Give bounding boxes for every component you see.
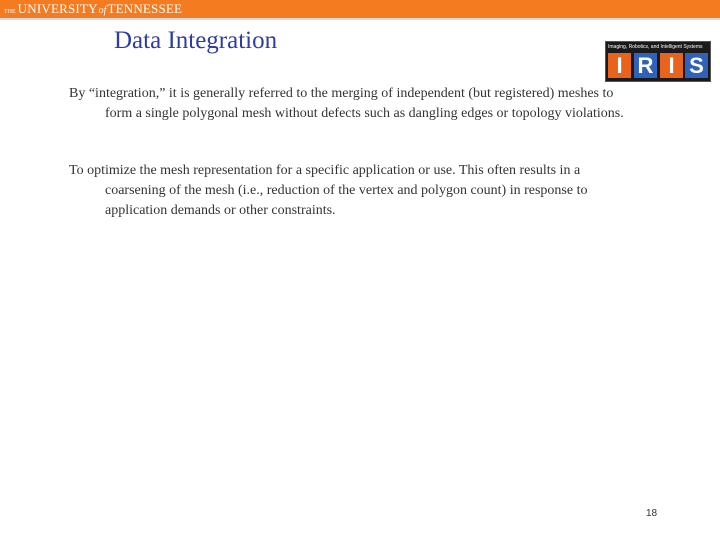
iris-logo: [605, 41, 711, 82]
iris-letter-r: R: [634, 53, 657, 78]
iris-letter-i-second: I: [660, 53, 683, 78]
logo-university-text: UNIVERSITY: [17, 1, 98, 16]
page-number: 18: [646, 508, 658, 519]
header-divider: [0, 18, 720, 20]
paragraph-integration: By “integration,” it is generally referred to the merging of independent (but registered) meshes to form a single polygonal mesh without defects such as dangling edges or topology violations.: [69, 86, 624, 121]
header-bar: [0, 0, 720, 18]
iris-logo-subtitle: Imaging, Robotics, and Intelligent Systems: [608, 44, 703, 50]
logo-the-text: THE: [4, 9, 16, 15]
iris-letter-s: S: [685, 53, 708, 78]
slide-title: Data Integration: [114, 27, 278, 54]
logo-tennessee-text: TENNESSEE: [107, 1, 183, 16]
paragraph-optimization: To optimize the mesh representation for a specific application or use. This often results in a coarsening of the mesh (i.e., reduction of the vertex and polygon count) in response to application demands or other constraints.: [69, 163, 588, 218]
university-logo: [4, 1, 182, 17]
logo-of-text: of: [98, 5, 107, 16]
iris-letter-i: I: [608, 53, 631, 78]
